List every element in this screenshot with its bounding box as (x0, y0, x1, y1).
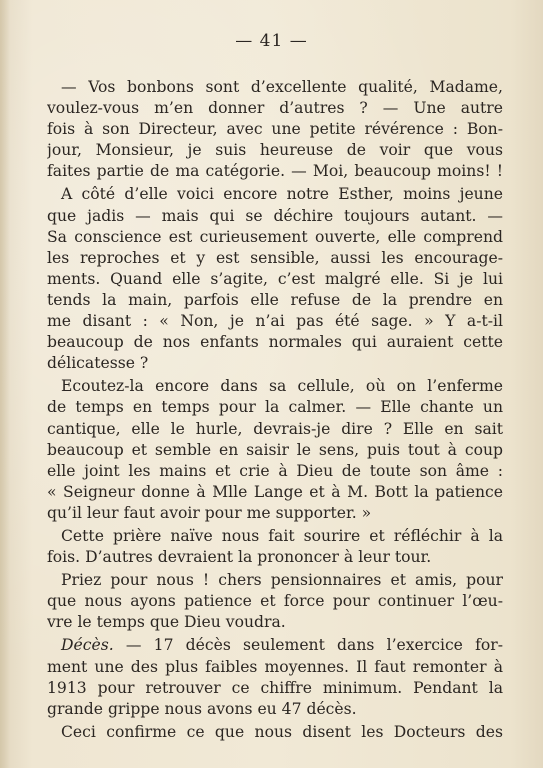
text-line-content: ments. Quand elle s’agite, c’est malgré elle. Si je lui (47, 269, 503, 288)
text-line-content: ment une des plus faibles moyennes. Il faut remonter à (47, 657, 503, 676)
text-line (47, 657, 503, 678)
text-line (47, 184, 503, 205)
text-line-content: fois à son Directeur, avec une petite révérence : Bon- (47, 120, 503, 139)
page-edge-shadow (0, 0, 10, 768)
text-line (47, 269, 503, 290)
text-line (47, 570, 503, 591)
text-line (47, 119, 503, 140)
text-line-content: jour, Monsieur, je suis heureuse de voir que vous (47, 141, 503, 160)
text-line (47, 227, 503, 248)
text-line-content: — Vos bonbons sont d’excellente qualité, Madame, (61, 78, 503, 96)
text-line-content: Sa conscience est curieusement ouverte, elle comprend (47, 227, 503, 246)
text-line-content: « Seigneur donne à Mlle Lange et à M. Bott la patience (47, 482, 503, 501)
text-line-content: faites partie de ma catégorie. — Moi, beaucoup moins! ! (47, 162, 503, 181)
text-line-content: Cette prière naïve nous fait sourire et réfléchir à la (61, 526, 503, 545)
text-line (47, 77, 503, 98)
text-line-content: beaucoup de nos enfants normales qui auraient cette (47, 333, 503, 352)
text-line-content: de temps en temps pour la calmer. — Elle chante un (47, 398, 503, 417)
page-number: — 41 — (235, 31, 308, 51)
text-line-content: tends la main, parfois elle refuse de la prendre en (47, 290, 503, 309)
text-line-content: grande grippe nous avons eu 47 décès. (47, 699, 357, 718)
text-line (47, 290, 503, 311)
text-line-content: que nous ayons patience et force pour continuer l’œu- (47, 592, 503, 611)
text-line-content: beaucoup et semble en saisir le sens, puis tout à coup (47, 440, 503, 459)
text-line-content: — 17 décès seulement dans l’exercice for- (125, 636, 503, 655)
text-line-content: cantique, elle le hurle, devrais-je dire ? Elle en sait (47, 419, 503, 438)
text-line (47, 311, 503, 332)
text-line (47, 722, 503, 743)
section-heading-italic: Décès. (61, 636, 114, 655)
text-line (47, 591, 503, 612)
text-line-content: qu’il leur faut avoir pour me supporter. » (47, 503, 372, 522)
text-line-content: que jadis — mais qui se déchire toujours autant. — (47, 206, 503, 225)
text-line (47, 332, 503, 353)
text-line-content: elle joint les mains et crie à Dieu de toute son âme : (47, 461, 503, 480)
text-line (47, 678, 503, 699)
text-line (47, 547, 503, 568)
text-line-content: les reproches et y est sensible, aussi les encourage- (47, 248, 503, 267)
text-line (47, 526, 503, 547)
text-line (47, 98, 503, 119)
text-line (47, 397, 503, 418)
text-line (47, 503, 503, 524)
text-line (47, 353, 503, 374)
text-line-content: délicatesse ? (47, 354, 149, 373)
body-text (47, 77, 503, 743)
text-line (47, 482, 503, 503)
text-line (47, 161, 503, 182)
text-line-content: Ecoutez-la encore dans sa cellule, où on l’enferme (61, 377, 503, 396)
text-line (47, 461, 503, 482)
text-line (47, 440, 503, 461)
text-line-content: Priez pour nous ! chers pensionnaires et amis, pour (61, 571, 503, 590)
text-line (47, 376, 503, 397)
text-line (47, 635, 503, 656)
text-line-content: A côté d’elle voici encore notre Esther, moins jeune (61, 185, 503, 204)
text-line (47, 140, 503, 161)
text-line-content: 1913 pour retrouver ce chiffre minimum. Pendant la (47, 678, 503, 697)
text-line (47, 206, 503, 227)
text-line-content: vre le temps que Dieu voudra. (47, 613, 286, 632)
text-line (47, 699, 503, 720)
text-line-content: fois. D’autres devraient la prononcer à leur tour. (47, 548, 432, 567)
text-line (47, 419, 503, 440)
text-line (47, 248, 503, 269)
text-line-content: Ceci confirme ce que nous disent les Docteurs des (61, 722, 503, 741)
text-line-content: voulez-vous m’en donner d’autres ? — Une autre (47, 99, 503, 118)
text-line (47, 612, 503, 633)
text-line-content: me disant : « Non, je n’ai pas été sage. » Y a-t-il (47, 312, 503, 331)
